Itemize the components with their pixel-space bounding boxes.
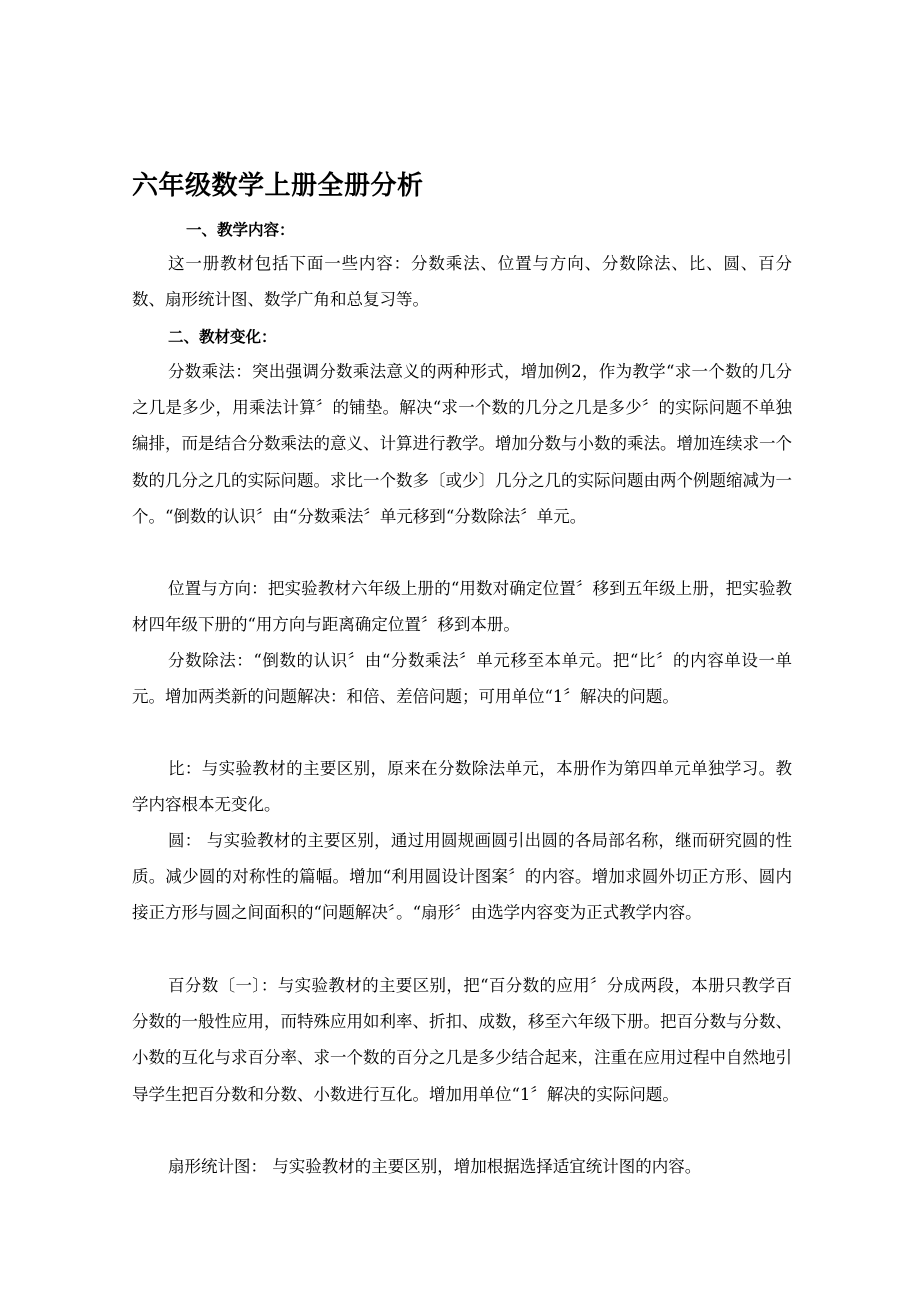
paragraph-ratio: 比：与实验教材的主要区别，原来在分数除法单元，本册作为第四单元单独学习。教学内容根本无变化。 (132, 759, 792, 815)
paragraph-circle: 圆： 与实验教材的主要区别，通过用圆规画圆引出圆的各局部名称，继而研究圆的性质。减少圆的对称性的篇幅。增加“利用圆设计图案〞的内容。增加求圆外切正方形、圆内接正方形与圆之间面积的“问题解决〞。“扇形〞由选学内容变为正式教学内容。 (132, 831, 792, 923)
paragraph-fraction-division: 分数除法：“倒数的认识〞由“分数乘法〞单元移至本单元。把“比〞的内容单设一单元。增加两类新的问题解决：和倍、差倍问题；可用单位“1〞解决的问题。 (132, 651, 792, 707)
paragraph-pie-chart: 扇形统计图： 与实验教材的主要区别，增加根据选择适宜统计图的内容。 (168, 1157, 702, 1176)
section-heading-textbook-changes: 二、教材变化： (168, 328, 277, 346)
paragraph-percentage: 百分数〔一〕：与实验教材的主要区别，把“百分数的应用〞分成两段，本册只教学百分数的一般性应用，而特殊应用如利率、折扣、成数，移至六年级下册。把百分数与分数、小数的互化与求百分率、求一个数的百分之几是多少结合起来，注重在应用过程中自然地引导学生把百分数和分数、小数进行互化。增加用单位“1〞解决的实际问题。 (132, 976, 792, 1104)
paragraph-teaching-content: 这一册教材包括下面一些内容：分数乘法、位置与方向、分数除法、比、圆、百分数、扇形统计图、数学广角和总复习等。 (132, 254, 792, 310)
paragraph-position-direction: 位置与方向：把实验教材六年级上册的“用数对确定位置〞移到五年级上册，把实验教材四年级下册的“用方向与距离确定位置〞移到本册。 (132, 579, 792, 635)
document-title: 六年级数学上册全册分析 (132, 171, 424, 201)
section-heading-teaching-content: 一、教学内容： (186, 221, 295, 239)
paragraph-fraction-multiplication: 分数乘法：突出强调分数乘法意义的两种形式，增加例2，作为教学“求一个数的几分之几是多少，用乘法计算〞的铺垫。解决“求一个数的几分之几是多少〞的实际问题不单独编排，而是结合分数乘法的意义、计算进行教学。增加分数与小数的乘法。增加连续求一个数的几分之几的实际问题。求比一个数多〔或少〕几分之几的实际问题由两个例题缩减为一个。“倒数的认识〞由“分数乘法〞单元移到“分数除法〞单元。 (132, 362, 792, 526)
